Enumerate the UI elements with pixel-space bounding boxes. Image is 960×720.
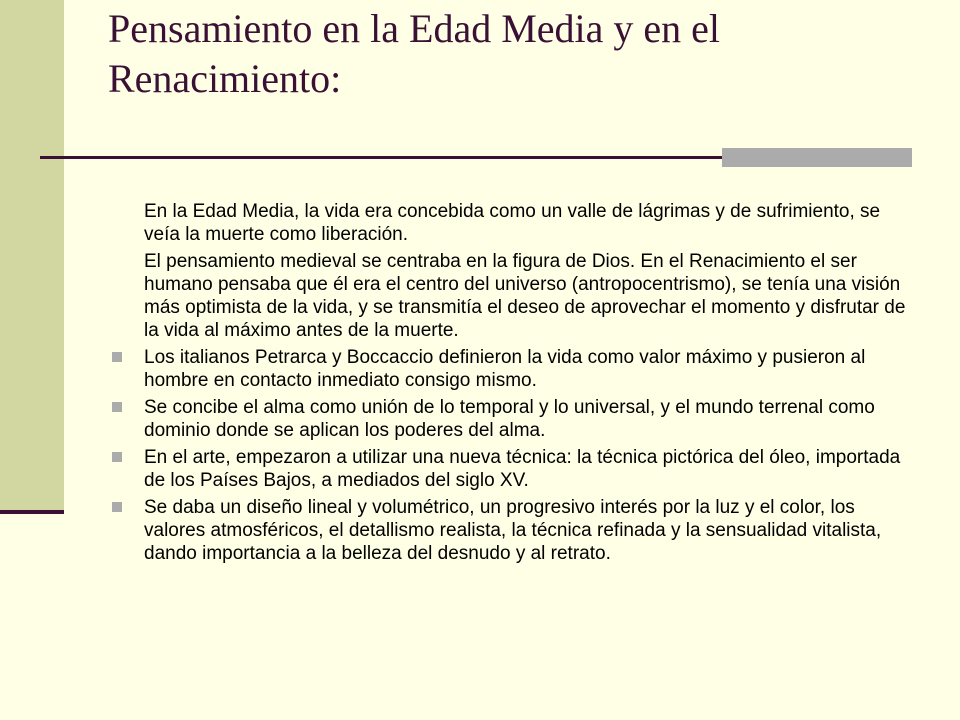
bullet-item-2	[108, 396, 908, 442]
bullet-text: Se concibe el alma como unión de lo temporal y lo universal, y el mundo terrenal como dominio donde se aplican los poderes del alma.	[144, 397, 875, 441]
square-bullet-icon	[112, 452, 122, 462]
paragraph-text: El pensamiento medieval se centraba en la figura de Dios. En el Renacimiento el ser humano pensaba que él era el centro del universo (antropocentrismo), se tenía una visión más optimista de la vida, y se transmitía el deseo de aprovechar el momento y disfrutar de la vida al máximo antes de la muerte.	[144, 251, 906, 341]
square-bullet-icon	[112, 402, 122, 412]
bullet-item-4	[108, 496, 908, 565]
paragraph-text: En la Edad Media, la vida era concebida como un valle de lágrimas y de sufrimiento, se veía la muerte como liberación.	[144, 201, 881, 245]
square-bullet-icon	[112, 502, 122, 512]
square-bullet-icon	[112, 352, 122, 362]
left-band-divider	[0, 510, 64, 514]
bullet-text: Los italianos Petrarca y Boccaccio definieron la vida como valor máximo y pusieron al hombre en contacto inmediato consigo mismo.	[144, 347, 866, 391]
bullet-item-1	[108, 346, 908, 392]
bullet-item-3	[108, 446, 908, 492]
left-accent-band	[0, 0, 64, 512]
title-underline-accent	[722, 148, 912, 167]
bullet-text: En el arte, empezaron a utilizar una nueva técnica: la técnica pictórica del óleo, importada de los Países Bajos, a mediados del siglo XV.	[144, 447, 901, 491]
bullet-text: Se daba un diseño lineal y volumétrico, un progresivo interés por la luz y el color, los valores atmosféricos, el detallismo realista, la técnica refinada y la sensualidad vitalista, dando importancia a la belleza del desnudo y al retrato.	[144, 497, 882, 564]
paragraph-1	[108, 200, 908, 246]
paragraph-2	[108, 250, 908, 342]
slide-title: Pensamiento en la Edad Media y en el Renacimiento:	[108, 6, 721, 101]
slide-body	[108, 200, 908, 569]
